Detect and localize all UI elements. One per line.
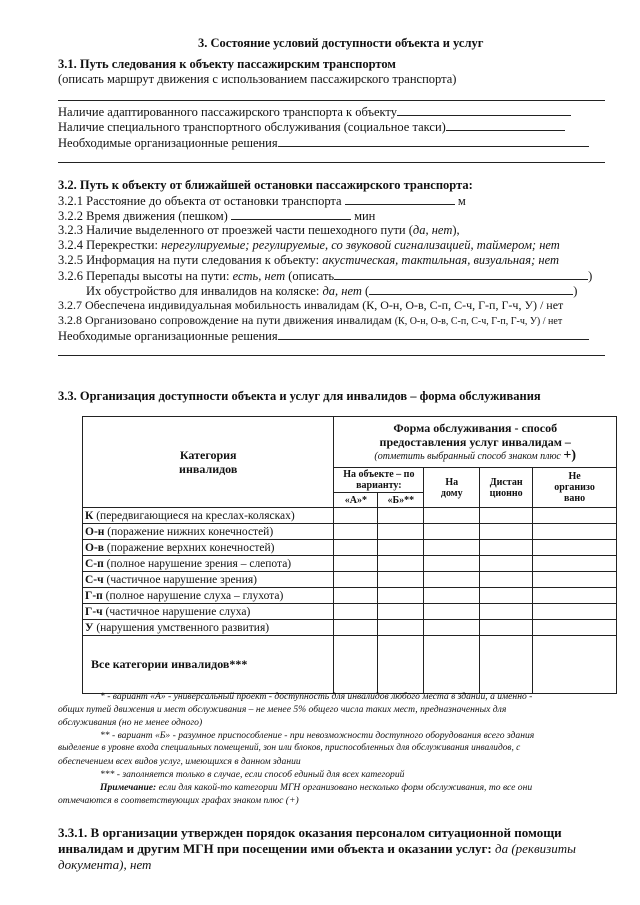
header-category	[83, 417, 334, 508]
label-small: (К, О-н, О-в, С-п, С-ч, Г-п, Г-ч, У) / нет	[394, 316, 563, 327]
category-cell	[83, 604, 334, 620]
s32-item-8	[58, 313, 562, 328]
s32-decisions	[58, 328, 589, 344]
category-desc: (полное нарушение слуха – глухота)	[102, 589, 284, 602]
note-b-line2: выделение в уровне входа специальных помещений, зон или блоков, приспособленных для обслуживания инвалидов, с	[58, 743, 521, 753]
cell-input[interactable]	[378, 508, 424, 524]
cell-input[interactable]	[480, 604, 533, 620]
field-height-describe[interactable]	[334, 268, 588, 280]
cell-input[interactable]	[424, 572, 480, 588]
cell-input[interactable]	[378, 636, 424, 694]
cell-input[interactable]	[334, 524, 378, 540]
label: 3.2.5 Информация на пути следования к объекту:	[58, 253, 323, 267]
header-variant-a: «А»*	[334, 493, 378, 508]
category-cell	[83, 524, 334, 540]
s32-item-6b	[86, 283, 577, 299]
category-code: Г-п	[85, 589, 103, 602]
cell-input[interactable]	[533, 572, 617, 588]
field-adapted-transport[interactable]	[397, 104, 571, 116]
note-text: если для какой-то категории МГН организовано несколько форм обслуживания, то все они	[156, 782, 533, 793]
cell-input[interactable]	[480, 508, 533, 524]
header-text: Не	[568, 471, 581, 482]
cell-input[interactable]	[378, 604, 424, 620]
blank-line[interactable]	[58, 162, 605, 163]
cell-input[interactable]	[334, 540, 378, 556]
cell-input[interactable]	[480, 556, 533, 572]
category-code: Г-ч	[85, 605, 103, 618]
label: 3.2.2 Время движения (пешком)	[58, 209, 228, 223]
cell-input[interactable]	[378, 540, 424, 556]
label: 3.2.1 Расстояние до объекта от остановки транспорта	[58, 194, 342, 208]
s32-item-4	[58, 238, 560, 253]
cell-input[interactable]	[424, 524, 480, 540]
note-d-line2: отмечаются в соответствующих графах знаком плюс (+)	[58, 795, 299, 806]
cell-input[interactable]	[378, 524, 424, 540]
label: Необходимые организационные решения	[58, 136, 278, 150]
header-text: ционно	[489, 487, 523, 499]
field-decisions-2[interactable]	[278, 328, 589, 340]
cell-input[interactable]	[334, 588, 378, 604]
s33-title: 3.3. Организация доступности объекта и услуг для инвалидов – форма обслуживания	[58, 389, 541, 403]
header-remote	[480, 468, 533, 508]
service-form-table	[82, 416, 617, 694]
category-cell	[83, 572, 334, 588]
category-cell	[83, 556, 334, 572]
s32-item-3	[58, 223, 460, 238]
note-a-line1: * - вариант «А» - универсальный проект - доступность для инвалидов любого места в здании, а именно -	[100, 691, 533, 702]
table-row	[83, 620, 617, 636]
cell-input[interactable]	[480, 620, 533, 636]
category-cell	[83, 620, 334, 636]
table-row	[83, 556, 617, 572]
s32-item-6	[58, 268, 592, 284]
s31-subtitle: (описать маршрут движения с использованием пассажирского транспорта)	[58, 72, 457, 86]
cell-input[interactable]	[533, 556, 617, 572]
cell-input[interactable]	[480, 524, 533, 540]
table-row	[83, 508, 617, 524]
header-text: дому	[440, 487, 463, 499]
label: 3.2.8 Организовано сопровождение на пути движения инвалидам	[58, 313, 395, 327]
cell-input[interactable]	[424, 540, 480, 556]
header-text: Дистан	[489, 476, 523, 488]
category-desc: (частичное нарушение слуха)	[102, 605, 251, 618]
options[interactable]: есть, нет	[232, 269, 286, 283]
cell-input[interactable]	[533, 636, 617, 694]
note-b-line1: ** - вариант «Б» - разумное приспособление - при невозможности доступного оборудования всего здания	[100, 730, 535, 741]
label: ),	[452, 223, 460, 237]
label: (описать	[285, 269, 335, 283]
header-text: Категория	[179, 448, 237, 462]
header-text: Форма обслуживания - способ	[393, 420, 558, 435]
s32-item-7: 3.2.7 Обеспечена индивидуальная мобильность инвалидам (К, О-н, О-в, С-п, С-ч, Г-п, Г-ч, У) / нет	[58, 298, 564, 312]
cell-input[interactable]	[424, 620, 480, 636]
cell-input[interactable]	[378, 588, 424, 604]
header-text: предоставления услуг инвалидам –	[379, 434, 571, 449]
category-code: С-п	[85, 557, 104, 570]
header-text: инвалидов	[179, 462, 238, 476]
header-home	[424, 468, 480, 508]
label: Необходимые организационные решения	[58, 329, 278, 343]
cell-input[interactable]	[480, 636, 533, 694]
cell-input[interactable]	[424, 508, 480, 524]
category-code: С-ч	[85, 573, 104, 586]
table-row	[83, 588, 617, 604]
note-label: Примечание:	[100, 782, 157, 793]
s32-title: 3.2. Путь к объекту от ближайшей остановки пассажирского транспорта:	[58, 178, 473, 192]
header-hint: (отметить выбранный способ знаком плюс	[374, 450, 561, 462]
s32-item-2	[58, 208, 375, 224]
s32-item-1	[58, 193, 466, 209]
category-cell	[83, 588, 334, 604]
s31-line-decisions	[58, 135, 589, 151]
s331-line1: 3.3.1. В организации утвержден порядок оказания персоналом ситуационной помощи	[58, 825, 562, 840]
category-desc: (частичное нарушение зрения)	[103, 573, 257, 586]
header-text: На	[445, 476, 459, 488]
note-c-line1: *** - заполняется только в случае, если способ единый для всех категорий	[100, 769, 405, 780]
options[interactable]: нерегулируемые; регулируемые, со звуковой сигнализацией, таймером; нет	[161, 238, 560, 252]
cell-input[interactable]	[378, 620, 424, 636]
options[interactable]: да, нет	[322, 284, 362, 298]
header-on-site	[334, 468, 424, 493]
cell-input[interactable]	[480, 572, 533, 588]
cell-input[interactable]	[378, 572, 424, 588]
cell-input[interactable]	[334, 572, 378, 588]
category-desc: (полное нарушение зрения – слепота)	[103, 557, 292, 570]
cell-input[interactable]	[334, 556, 378, 572]
s32-item-5	[58, 253, 559, 268]
cell-input[interactable]	[334, 636, 378, 694]
field-special-transport[interactable]	[446, 119, 565, 131]
cell-input[interactable]	[533, 508, 617, 524]
category-cell	[83, 540, 334, 556]
blank-line[interactable]	[58, 100, 605, 101]
s331-line2	[58, 841, 576, 857]
note-d-line1	[100, 781, 532, 794]
note-b-line3: обеспечением всех видов услуг, имеющихся в данном здании	[58, 756, 301, 767]
cell-input[interactable]	[334, 620, 378, 636]
cell-input[interactable]	[533, 620, 617, 636]
cell-input[interactable]	[378, 556, 424, 572]
cell-input[interactable]	[480, 588, 533, 604]
options[interactable]: да (реквизиты	[495, 841, 576, 856]
table-row	[83, 540, 617, 556]
label: Наличие адаптированного пассажирского транспорта к объекту	[58, 105, 397, 119]
label: 3.2.6 Перепады высоты на пути:	[58, 269, 233, 283]
all-categories-label: Все категории инвалидов***	[83, 636, 334, 694]
table-row	[83, 524, 617, 540]
field-distance[interactable]	[345, 193, 455, 205]
cell-input[interactable]	[533, 588, 617, 604]
cell-input[interactable]	[424, 604, 480, 620]
field-wheelchair-describe[interactable]	[369, 283, 573, 295]
options[interactable]: акустическая, тактильная, визуальная; нет	[322, 253, 560, 267]
category-code: О-в	[85, 541, 104, 554]
s331-line3[interactable]: документа), нет	[58, 857, 152, 872]
category-cell	[83, 508, 334, 524]
header-text: организо	[554, 482, 595, 493]
note-a-line3: обслуживания (но не менее одного)	[58, 717, 203, 728]
s31-title: 3.1. Путь следования к объекту пассажирским транспортом	[58, 57, 396, 71]
cell-input[interactable]	[424, 556, 480, 572]
note-a-line2: общих путей движения и мест обслуживания – не менее 5% общего числа таких мест, предназначенных для	[58, 704, 507, 715]
blank-line[interactable]	[58, 355, 605, 356]
cell-input[interactable]	[334, 508, 378, 524]
header-text: варианту:	[356, 480, 402, 491]
category-desc: (нарушения умственного развития)	[93, 621, 270, 634]
cell-input[interactable]	[480, 540, 533, 556]
label: Их обустройство для инвалидов на коляске:	[86, 284, 323, 298]
s31-line-special	[58, 119, 565, 135]
label: 3.2.3 Наличие выделенного от проезжей части пешеходного пути (	[58, 223, 413, 237]
table-row	[83, 572, 617, 588]
field-time[interactable]	[231, 208, 351, 220]
category-desc: (поражение нижних конечностей)	[104, 525, 274, 538]
header-text: На объекте – по	[343, 469, 415, 480]
category-code: О-н	[85, 525, 105, 538]
field-decisions[interactable]	[278, 135, 589, 147]
header-text: вано	[563, 493, 586, 504]
category-code: К	[85, 509, 94, 522]
cell-input[interactable]	[424, 636, 480, 694]
cell-input[interactable]	[533, 540, 617, 556]
header-form	[334, 417, 617, 468]
category-desc: (поражение верхних конечностей)	[104, 541, 275, 554]
options[interactable]: да, нет	[412, 223, 453, 237]
cell-input[interactable]	[334, 604, 378, 620]
label: )	[573, 284, 578, 298]
unit: мин	[354, 209, 376, 223]
table-row	[83, 604, 617, 620]
label: 3.2.4 Перекрестки:	[58, 238, 162, 252]
section-title: 3. Состояние условий доступности объекта и услуг	[198, 36, 484, 50]
category-desc: (передвигающиеся на креслах-колясках)	[93, 509, 295, 522]
header-not-organized	[533, 468, 617, 508]
s31-line-adapted	[58, 104, 571, 120]
unit: м	[457, 194, 466, 208]
label: инвалидам и другим МГН при посещении ими объекта и оказании услуг:	[58, 841, 495, 856]
cell-input[interactable]	[424, 588, 480, 604]
header-variant-b: «Б»**	[378, 493, 424, 508]
label: )	[588, 269, 593, 283]
label: Наличие специального транспортного обслуживания (социальное такси)	[58, 120, 446, 134]
label: (	[361, 284, 370, 298]
category-code: У	[85, 621, 94, 634]
cell-input[interactable]	[533, 604, 617, 620]
cell-input[interactable]	[533, 524, 617, 540]
plus-sign: +)	[563, 447, 577, 463]
